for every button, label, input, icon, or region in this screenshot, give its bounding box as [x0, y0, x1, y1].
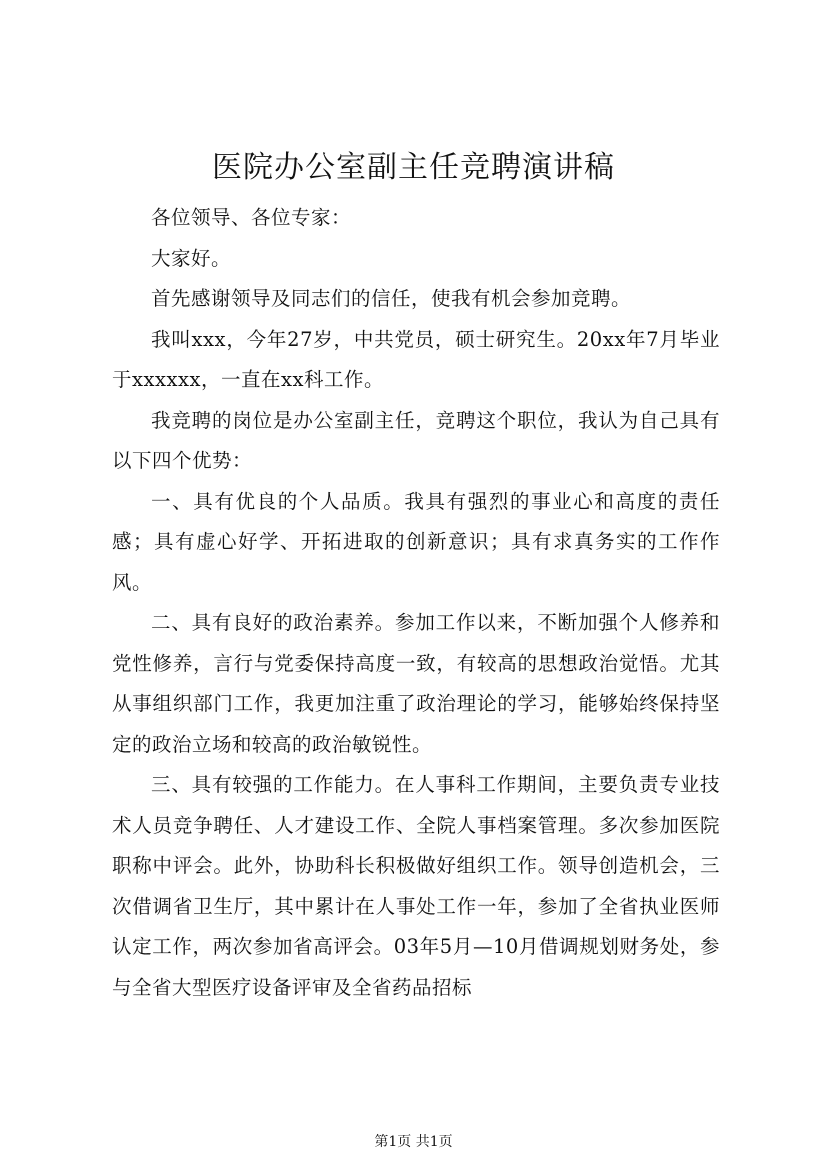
document-title: 医院办公室副主任竞聘演讲稿	[212, 150, 615, 185]
document-body	[112, 198, 720, 1008]
paragraph-salutation: 各位领导、各位专家：	[151, 206, 352, 229]
page-footer: 第1页 共1页	[374, 1134, 453, 1150]
paragraph-position: 我竞聘的岗位是办公室副主任，竞聘这个职位，我认为自己具有以下四个优势：	[112, 408, 720, 472]
paragraph-advantage-1: 一、具有优良的个人品质。我具有强烈的事业心和高度的责任感；具有虚心好学、开拓进取的创新意识；具有求真务实的工作作风。	[112, 489, 720, 594]
paragraph-advantage-3: 三、具有较强的工作能力。在人事科工作期间，主要负责专业技术人员竞争聘任、人才建设工作、全院人事档案管理。多次参加医院职称中评会。此外，协助科长积极做好组织工作。领导创造机会，三次借调省卫生厅，其中累计在人事处工作一年，参加了全省执业医师认定工作，两次参加省高评会。03年5月—10月借调规划财务处，参与全省大型医疗设备评审及全省药品招标	[112, 773, 720, 999]
paragraph-greeting: 大家好。	[151, 246, 232, 270]
paragraph-advantage-2: 二、具有良好的政治素养。参加工作以来，不断加强个人修养和党性修养，言行与党委保持高度一致，有较高的思想政治觉悟。尤其从事组织部门工作，我更加注重了政治理论的学习，能够始终保持坚定的政治立场和较高的政治敏锐性。	[112, 611, 720, 756]
paragraph-thanks: 首先感谢领导及同志们的信任，使我有机会参加竞聘。	[151, 287, 632, 310]
paragraph-self-intro: 我叫xxx，今年27岁，中共党员，硕士研究生。20xx年7月毕业于xxxxxx，一直在xx科工作。	[112, 327, 720, 391]
